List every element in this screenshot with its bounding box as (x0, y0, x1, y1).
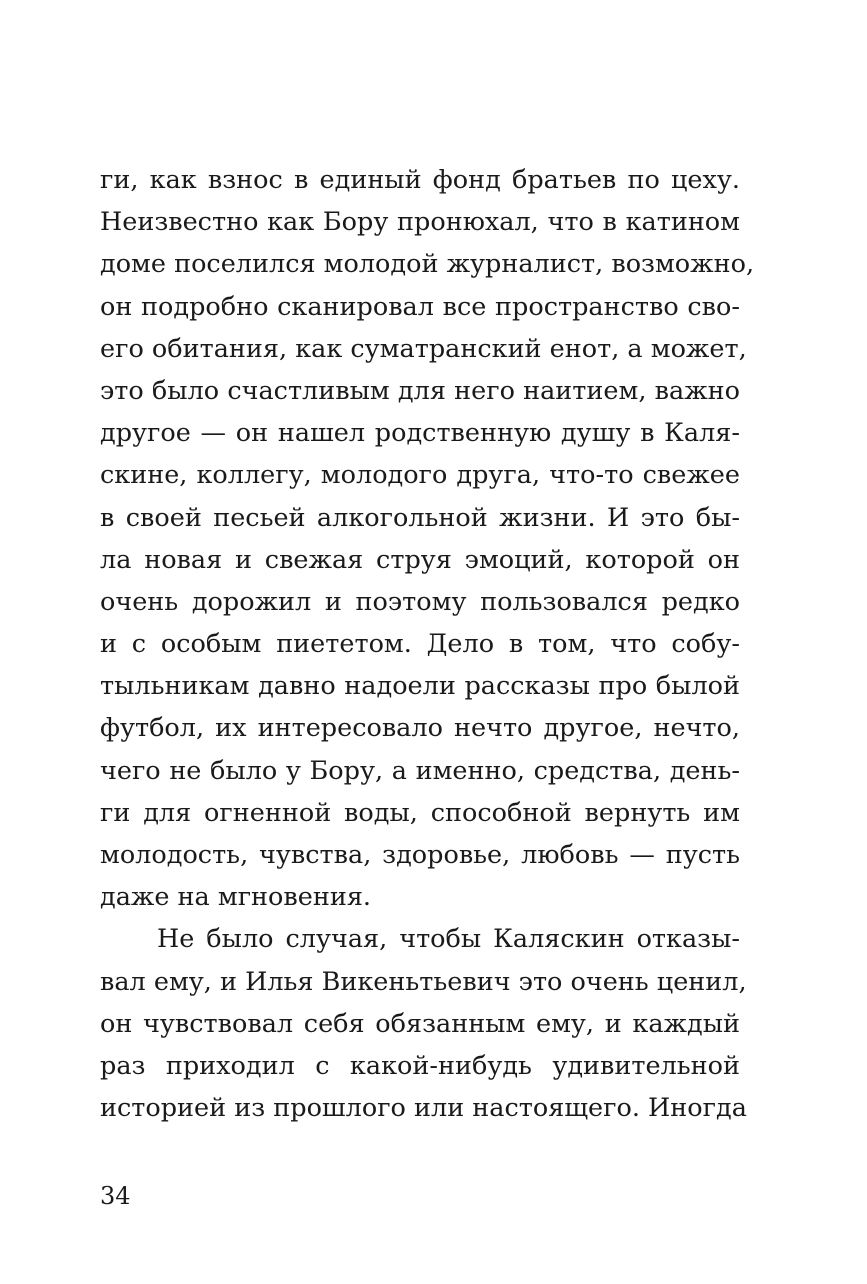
text-line: футбол, их интересовало нечто другое, нечто, (100, 713, 740, 744)
text-line: историей из прошлого или настоящего. Иногда (100, 1093, 747, 1124)
text-line: его обитания, как суматранский енот, а может, (100, 333, 747, 364)
text-line: он подробно сканировал все пространство сво- (100, 291, 740, 322)
text-line: ла новая и свежая струя эмоций, которой он (100, 544, 740, 575)
text-line: другое — он нашел родственную душу в Каля- (100, 418, 740, 449)
text-line: ги для огненной воды, способной вернуть им (100, 797, 740, 828)
text-line: раз приходил с какой-нибудь удивительной (100, 1050, 740, 1081)
text-line: доме поселился молодой журналист, возможно, (100, 249, 755, 280)
text-line: в своей песьей алкогольной жизни. И это бы- (100, 502, 740, 533)
text-line: это было счастливым для него наитием, важно (100, 375, 740, 406)
text-line: и с особым пиететом. Дело в том, что собу- (100, 629, 740, 660)
text-line: он чувствовал себя обязанным ему, и каждый (100, 1008, 740, 1039)
text-line: вал ему, и Илья Викеньтьевич это очень ценил, (100, 966, 747, 997)
body-text (100, 159, 755, 1129)
text-line: ги, как взнос в единый фонд братьев по цеху. (100, 165, 740, 195)
page-number: 34 (100, 1182, 131, 1210)
paragraph-first-line: Не было случая, чтобы Каляскин отказы- (157, 924, 740, 955)
text-line: молодость, чувства, здоровье, любовь — пусть (100, 840, 740, 870)
text-line: очень дорожил и поэтому пользовался редко (100, 586, 740, 617)
text-line: скине, коллегу, молодого друга, что-то свежее (100, 460, 740, 491)
text-line: Неизвестно как Бору пронюхал, что в катином (100, 207, 740, 238)
text-line: тыльникам давно надоели рассказы про былой (100, 671, 740, 702)
paragraph-end-line: даже на мгновения. (100, 882, 372, 913)
text-line: чего не было у Бору, а именно, средства, день- (100, 755, 740, 786)
